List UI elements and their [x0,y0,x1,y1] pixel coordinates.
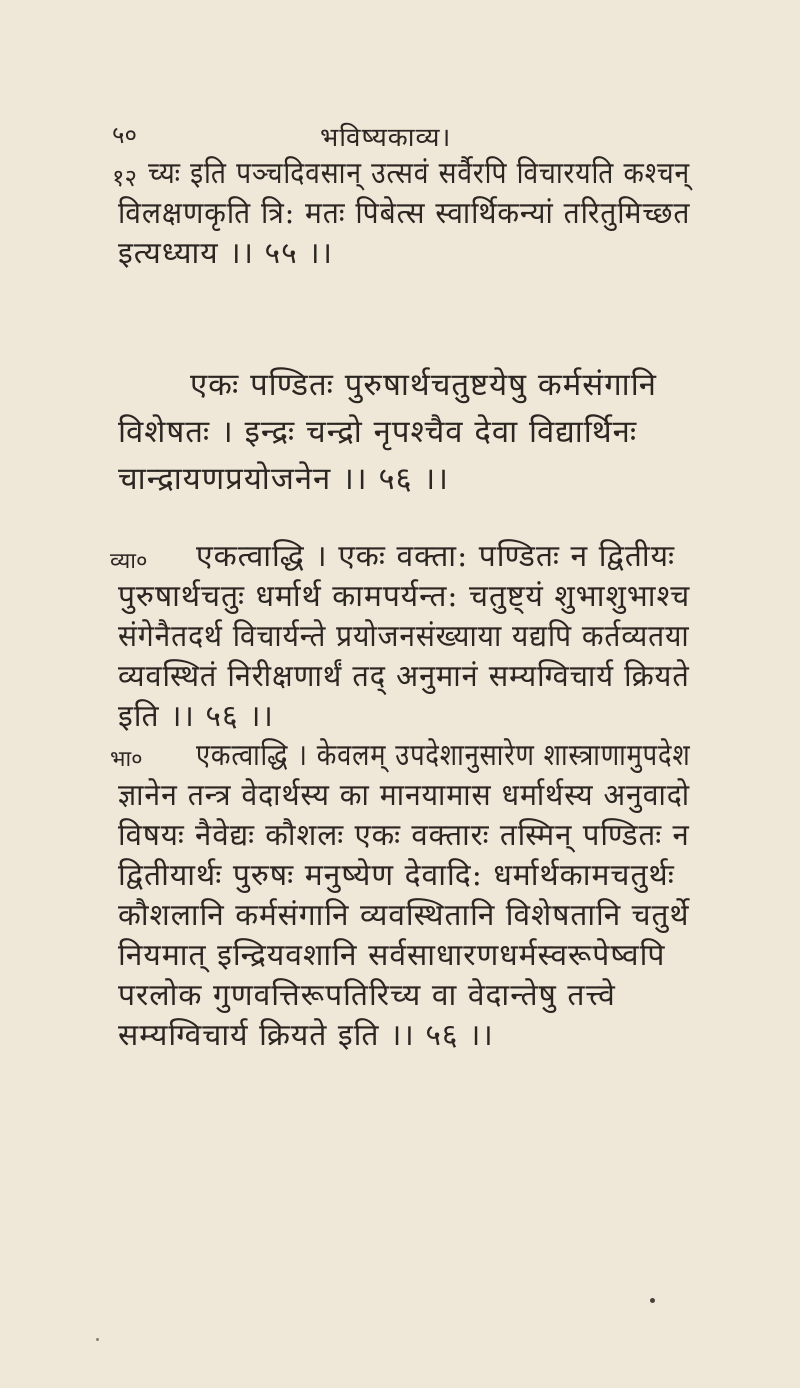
verse-line: विलक्षणकृति त्रि: मतः पिबेत्स स्वार्थिकन्यां तरितुमिच्छत [118,196,691,231]
page-number: ५० [112,121,137,149]
verse-number: १२ [112,164,137,192]
commentary-line: विषयः नैवेद्यः कौशलः एकः वक्तारः तस्मिन् पण्डितः न [118,818,690,853]
commentary-line: एकत्वाद्धि । एकः वक्ता: पण्डितः न द्वितीयः [196,539,676,574]
verse-line: इत्यध्याय ।। ५५ ।। [118,236,333,271]
verse-line: एकः पण्डितः पुरुषार्थचतुष्टयेषु कर्मसंगानि [190,367,657,403]
paper-speck [96,1338,99,1341]
commentary-line: संगेनैतदर्थ विचार्यन्ते प्रयोजनसंख्याया यद्यपि कर्तव्यतया [118,619,690,654]
verse-line: चान्द्रायणप्रयोजनेन ।। ५६ ।। [118,461,450,497]
commentary-label: व्या० [110,549,148,574]
print-dot [650,1298,655,1303]
verse-line: विशेषतः । इन्द्रः चन्द्रो नृपश्चैव देवा विद्यार्थिनः [118,414,638,450]
commentary-line: ज्ञानेन तन्त्र वेदार्थस्य का मानयामास धर्मार्थस्य अनुवादो [118,778,691,813]
commentary-line: इति ।। ५६ ।। [118,699,274,734]
commentary-line: कौशलानि कर्मसंगानि व्यवस्थितानि विशेषतानि चतुर्थे [118,898,690,933]
page-header [0,118,800,152]
commentary-line: नियमात् इन्द्रियवशानि सर्वसाधारणधर्मस्वरूपेष्वपि [118,938,666,973]
commentary-line: एकत्वाद्धि । केवलम् उपदेशानुसारेण शास्त्राणामुपदेश [196,738,691,773]
running-head: भविष्यकाव्य। [320,123,452,153]
commentary-label: भा० [110,747,143,772]
commentary-line: पुरुषार्थचतुः धर्मार्थ कामपर्यन्त: चतुष्ट्यं शुभाशुभाश्च [118,579,691,614]
commentary-line: सम्यग्विचार्य क्रियते इति ।। ५६ ।। [118,1018,494,1053]
commentary-line: परलोक गुणवत्तिरूपतिरिच्य वा वेदान्तेषु तत्त्वे [118,978,616,1013]
verse-line: च्यः इति पञ्चदिवसान् उत्सवं सर्वैरपि विचारयति कश्चन् [148,156,691,191]
commentary-line: द्वितीयार्थः पुरुषः मनुष्येण देवादि: धर्मार्थकामचतुर्थः [118,858,675,893]
commentary-line: व्यवस्थितं निरीक्षणार्थं तद् अनुमानं सम्यग्विचार्य क्रियते [118,659,690,694]
